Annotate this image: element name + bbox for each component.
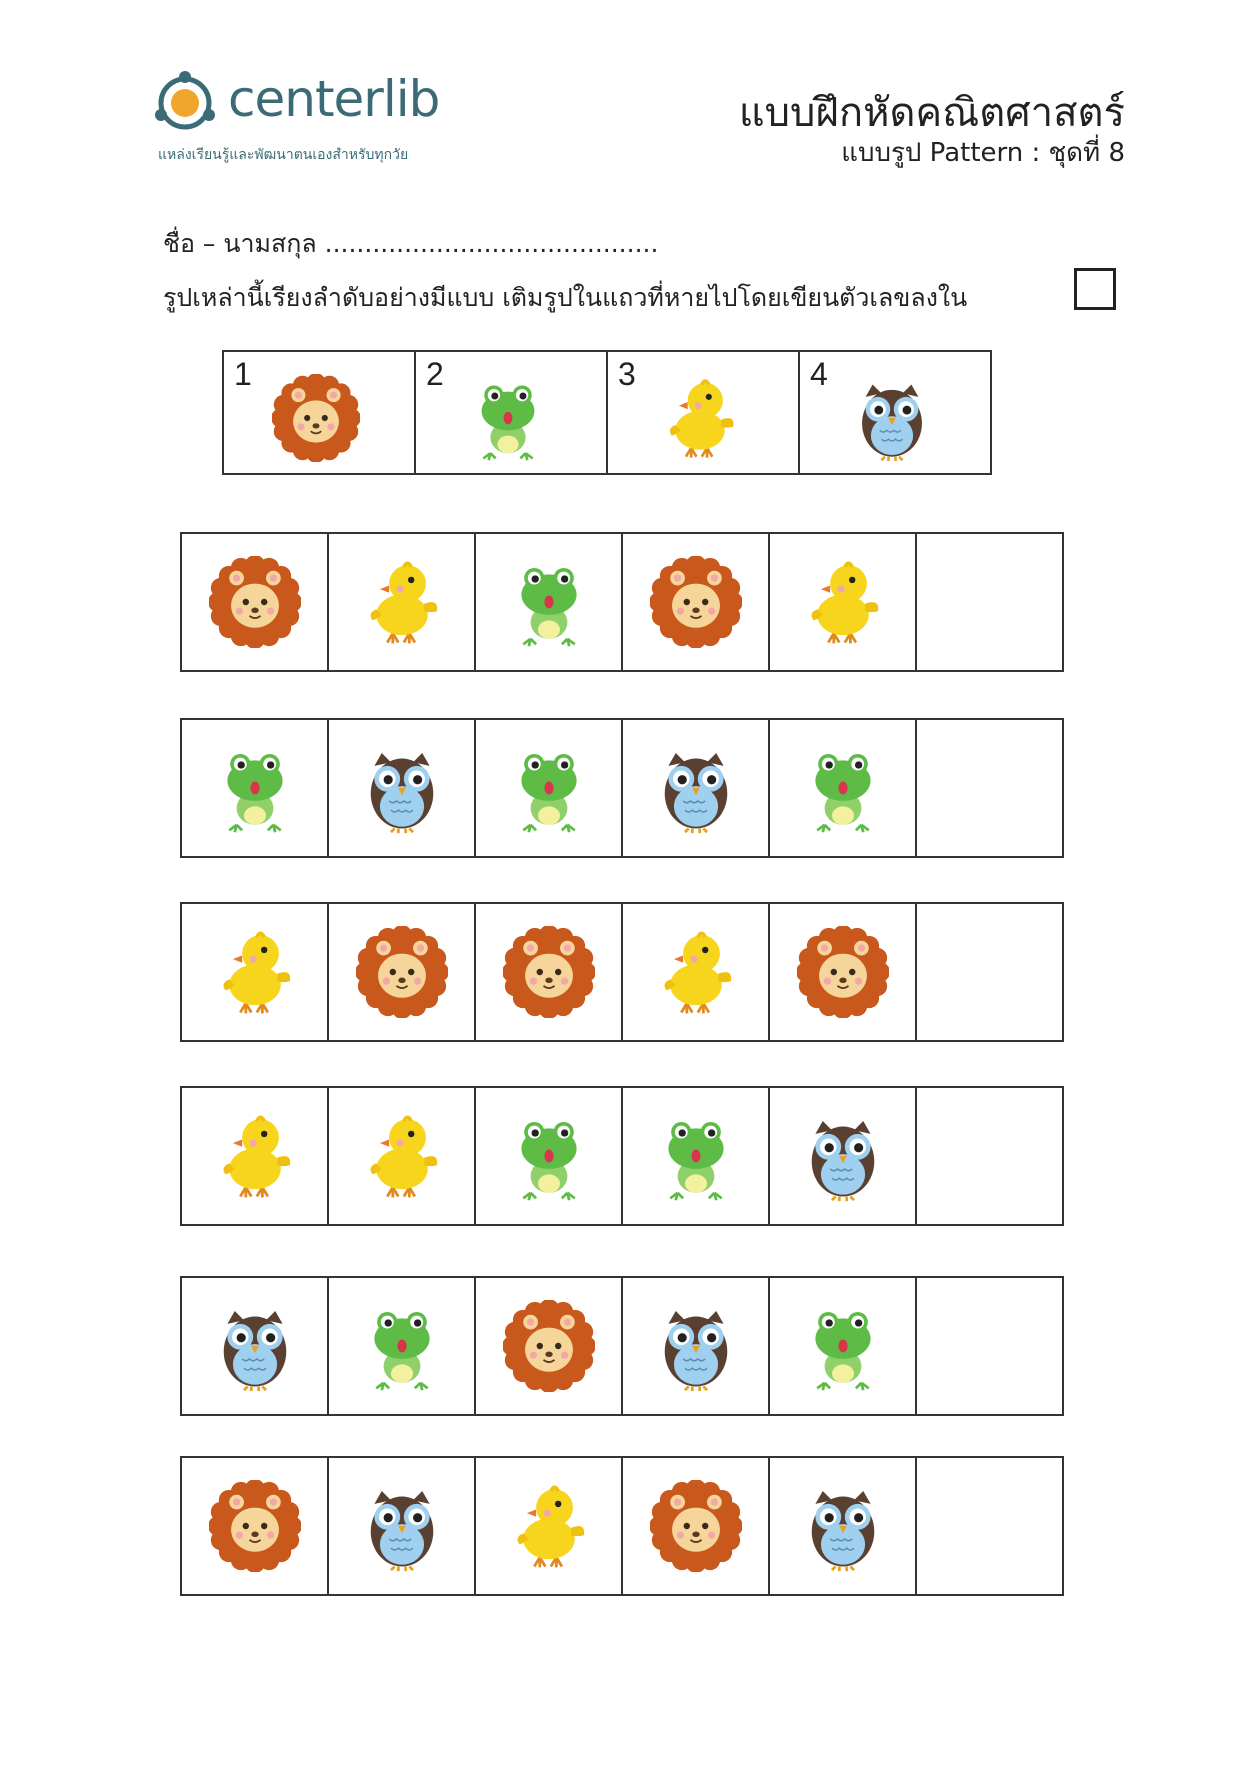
lion-icon xyxy=(503,926,595,1018)
pattern-row-6 xyxy=(180,1456,1064,1596)
answer-cell[interactable] xyxy=(917,1458,1062,1594)
pattern-cell xyxy=(182,720,329,856)
owl-icon xyxy=(356,1480,448,1572)
pattern-cell xyxy=(770,1278,917,1414)
pattern-cell xyxy=(476,534,623,670)
pattern-cell xyxy=(476,1088,623,1224)
lion-icon xyxy=(356,926,448,1018)
chick-icon xyxy=(650,926,742,1018)
chick-icon xyxy=(656,374,744,462)
pattern-row-4 xyxy=(180,1086,1064,1226)
pattern-cell xyxy=(182,1458,329,1594)
frog-icon xyxy=(503,1110,595,1202)
pattern-cell xyxy=(329,1088,476,1224)
owl-icon xyxy=(797,1110,889,1202)
answer-cell[interactable] xyxy=(917,1278,1062,1414)
centerlib-logo xyxy=(152,66,492,176)
answer-cell[interactable] xyxy=(917,534,1062,670)
key-number: 1 xyxy=(234,356,252,392)
pattern-cell xyxy=(770,1458,917,1594)
pattern-row-1 xyxy=(180,532,1064,672)
key-number: 3 xyxy=(618,356,636,392)
pattern-cell xyxy=(770,720,917,856)
pattern-cell xyxy=(182,1278,329,1414)
lion-icon xyxy=(272,374,360,462)
pattern-cell xyxy=(623,720,770,856)
pattern-row-2 xyxy=(180,718,1064,858)
key-cell-1 xyxy=(224,352,416,473)
key-cell-4 xyxy=(800,352,990,473)
owl-icon xyxy=(209,1300,301,1392)
pattern-cell xyxy=(623,1458,770,1594)
key-cell-2 xyxy=(416,352,608,473)
logo-mark-icon xyxy=(152,70,218,136)
pattern-cell xyxy=(770,1088,917,1224)
pattern-row-5 xyxy=(180,1276,1064,1416)
frog-icon xyxy=(503,556,595,648)
pattern-cell xyxy=(623,1278,770,1414)
lion-icon xyxy=(650,556,742,648)
pattern-cell xyxy=(329,1458,476,1594)
pattern-cell xyxy=(329,534,476,670)
answer-cell[interactable] xyxy=(917,720,1062,856)
pattern-cell xyxy=(623,534,770,670)
chick-icon xyxy=(209,1110,301,1202)
owl-icon xyxy=(356,742,448,834)
chick-icon xyxy=(209,926,301,1018)
frog-icon xyxy=(797,742,889,834)
answer-cell[interactable] xyxy=(917,1088,1062,1224)
animal-key xyxy=(222,350,992,475)
chick-icon xyxy=(797,556,889,648)
lion-icon xyxy=(503,1300,595,1392)
key-cell-3 xyxy=(608,352,800,473)
pattern-cell xyxy=(329,1278,476,1414)
chick-icon xyxy=(356,556,448,648)
pattern-cell xyxy=(623,904,770,1040)
pattern-row-3 xyxy=(180,902,1064,1042)
key-number: 4 xyxy=(810,356,828,392)
pattern-cell xyxy=(182,1088,329,1224)
frog-icon xyxy=(464,374,552,462)
frog-icon xyxy=(650,1110,742,1202)
lion-icon xyxy=(650,1480,742,1572)
frog-icon xyxy=(356,1300,448,1392)
frog-icon xyxy=(209,742,301,834)
frog-icon xyxy=(503,742,595,834)
pattern-cell xyxy=(182,904,329,1040)
logo-tagline: แหล่งเรียนรู้และพัฒนาตนเองสำหรับทุกวัย xyxy=(158,147,409,163)
lion-icon xyxy=(209,1480,301,1572)
page-title: แบบฝึกหัดคณิตศาสตร์ xyxy=(738,90,1125,136)
pattern-cell xyxy=(770,534,917,670)
key-number: 2 xyxy=(426,356,444,392)
owl-icon xyxy=(797,1480,889,1572)
instruction-text: รูปเหล่านี้เรียงลำดับอย่างมีแบบ เติมรูปในแถวที่หายไปโดยเขียนตัวเลขลงใน xyxy=(163,283,968,312)
lion-icon xyxy=(209,556,301,648)
owl-icon xyxy=(650,1300,742,1392)
pattern-cell xyxy=(182,534,329,670)
pattern-cell xyxy=(476,720,623,856)
logo-name: centerlib xyxy=(228,70,440,128)
pattern-cell xyxy=(476,1458,623,1594)
frog-icon xyxy=(797,1300,889,1392)
owl-icon xyxy=(848,374,936,462)
lion-icon xyxy=(797,926,889,1018)
pattern-cell xyxy=(329,904,476,1040)
pattern-cell xyxy=(770,904,917,1040)
example-answer-box xyxy=(1074,268,1116,310)
chick-icon xyxy=(356,1110,448,1202)
pattern-cell xyxy=(329,720,476,856)
chick-icon xyxy=(503,1480,595,1572)
owl-icon xyxy=(650,742,742,834)
answer-cell[interactable] xyxy=(917,904,1062,1040)
pattern-cell xyxy=(476,1278,623,1414)
page-subtitle: แบบรูป Pattern : ชุดที่ 8 xyxy=(841,138,1125,168)
pattern-cell xyxy=(623,1088,770,1224)
name-field-label[interactable]: ชื่อ – นามสกุล .......................................... xyxy=(163,229,659,258)
pattern-cell xyxy=(476,904,623,1040)
